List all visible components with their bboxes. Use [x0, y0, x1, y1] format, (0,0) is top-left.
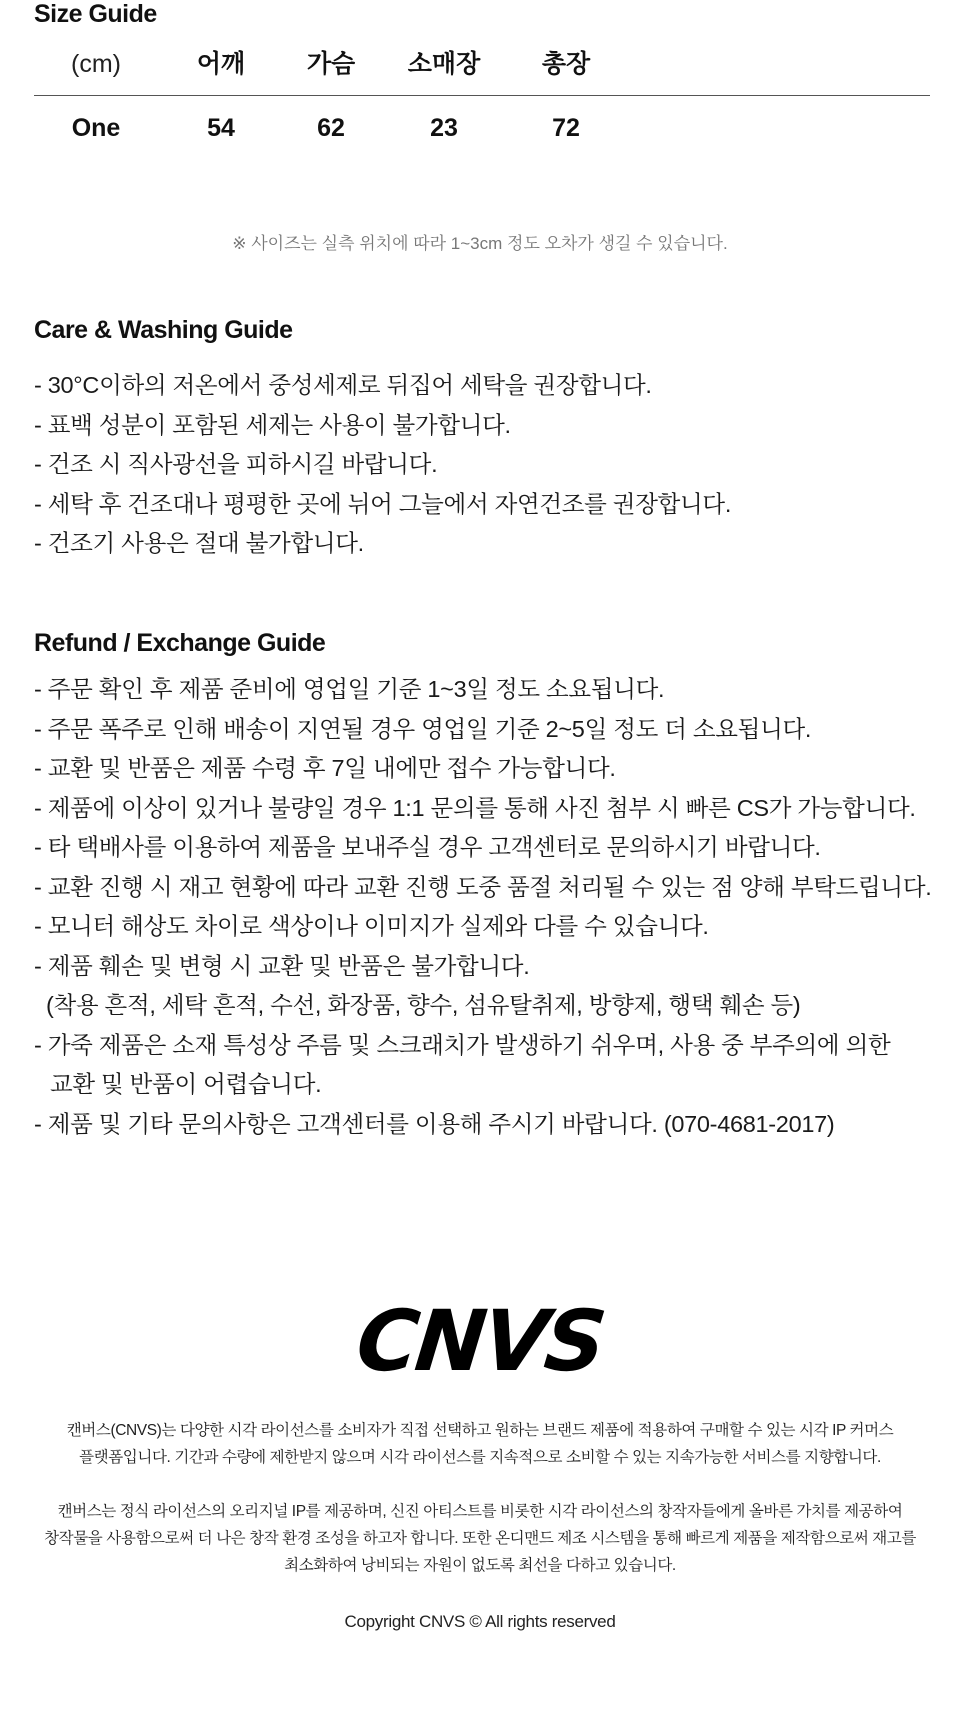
- value-length: 72: [552, 114, 580, 142]
- brand-logo: CNVS: [352, 1292, 608, 1390]
- copyright-text: Copyright CNVS © All rights reserved: [344, 1612, 616, 1631]
- size-table-header: [0, 44, 960, 84]
- list-item: - 제품 훼손 및 변형 시 교환 및 반품은 불가합니다.: [34, 952, 530, 979]
- about-paragraph-2-line3: 최소화하여 낭비되는 자원이 없도록 최선을 다하고 있습니다.: [284, 1557, 676, 1574]
- list-item: 교환 및 반품이 어렵습니다.: [50, 1071, 322, 1097]
- column-chest: 가슴: [306, 50, 356, 78]
- list-item: - 제품에 이상이 있거나 불량일 경우 1:1 문의를 통해 사진 첨부 시 빠른 CS가 가능합니다.: [34, 794, 916, 821]
- about-paragraph-2-line1: 캔버스는 정식 라이선스의 오리지널 IP를 제공하며, 신진 아티스트를 비롯한 시각 라이선스의 창작자들에게 올바른 가치를 제공하여: [57, 1503, 903, 1520]
- list-item: - 교환 진행 시 재고 현황에 따라 교환 진행 도중 품절 처리될 수 있는 점 양해 부탁드립니다.: [34, 873, 932, 900]
- value-shoulder: 54: [207, 114, 235, 142]
- table-divider: [34, 95, 930, 96]
- list-item: - 교환 및 반품은 제품 수령 후 7일 내에만 접수 가능합니다.: [34, 755, 616, 781]
- table-row: [0, 108, 960, 148]
- list-item: - 주문 확인 후 제품 준비에 영업일 기준 1~3일 정도 소요됩니다.: [34, 676, 665, 702]
- about-paragraph-1: [40, 1417, 920, 1471]
- list-item: - 건조기 사용은 절대 불가합니다.: [34, 530, 364, 556]
- list-item: - 세탁 후 건조대나 평평한 곳에 뉘어 그늘에서 자연건조를 권장합니다.: [34, 490, 732, 517]
- list-item: - 제품 및 기타 문의사항은 고객센터를 이용해 주시기 바랍니다. (070-4681-2017): [34, 1110, 835, 1137]
- refund-guide-title: Refund / Exchange Guide: [34, 629, 326, 657]
- list-item: - 모니터 해상도 차이로 색상이나 이미지가 실제와 다를 수 있습니다.: [34, 913, 709, 939]
- column-shoulder: 어깨: [196, 50, 246, 78]
- size-guide-title: Size Guide: [34, 0, 157, 28]
- value-sleeve: 23: [430, 114, 458, 142]
- list-item: - 건조 시 직사광선을 피하시길 바랍니다.: [34, 451, 438, 477]
- unit-label: (cm): [71, 50, 121, 78]
- list-item: - 30°C이하의 저온에서 중성세제로 뒤집어 세탁을 권장합니다.: [34, 372, 652, 398]
- list-item: - 주문 폭주로 인해 배송이 지연될 경우 영업일 기준 2~5일 정도 더 소요됩니다.: [34, 715, 812, 742]
- column-sleeve: 소매장: [407, 50, 481, 78]
- list-item: - 가죽 제품은 소재 특성상 주름 및 스크래치가 발생하기 쉬우며, 사용 중 부주의에 의한: [34, 1031, 891, 1058]
- size-note: ※ 사이즈는 실측 위치에 따라 1~3cm 정도 오차가 생길 수 있습니다.: [232, 234, 728, 253]
- about-paragraph-2: [40, 1498, 920, 1579]
- list-item: - 표백 성분이 포함된 세제는 사용이 불가합니다.: [34, 411, 511, 438]
- column-length: 총장: [541, 50, 591, 78]
- care-guide-list: [34, 366, 934, 564]
- about-paragraph-2-line2: 창작물을 사용함으로써 더 나은 창작 환경 조성을 하고자 합니다. 또한 온디맨드 제조 시스템을 통해 빠르게 제품을 제작함으로써 재고를: [44, 1530, 916, 1547]
- size-name: One: [71, 114, 121, 142]
- about-paragraph-1-line1: 캔버스(CNVS)는 다양한 시각 라이선스를 소비자가 직접 선택하고 원하는 브랜드 제품에 적용하여 구매할 수 있는 시각 IP 커머스: [66, 1422, 894, 1439]
- about-paragraph-1-line2: 플랫폼입니다. 기간과 수량에 제한받지 않으며 시각 라이선스를 지속적으로 소비할 수 있는 지속가능한 서비스를 지향합니다.: [79, 1449, 881, 1466]
- list-item: (착용 흔적, 세탁 흔적, 수선, 화장품, 향수, 섬유탈취제, 방향제, 행택 훼손 등): [46, 992, 801, 1018]
- care-guide-title: Care & Washing Guide: [34, 316, 293, 344]
- refund-guide-list: [34, 670, 934, 1144]
- value-chest: 62: [317, 114, 345, 142]
- list-item: - 타 택배사를 이용하여 제품을 보내주실 경우 고객센터로 문의하시기 바랍니다.: [34, 834, 821, 860]
